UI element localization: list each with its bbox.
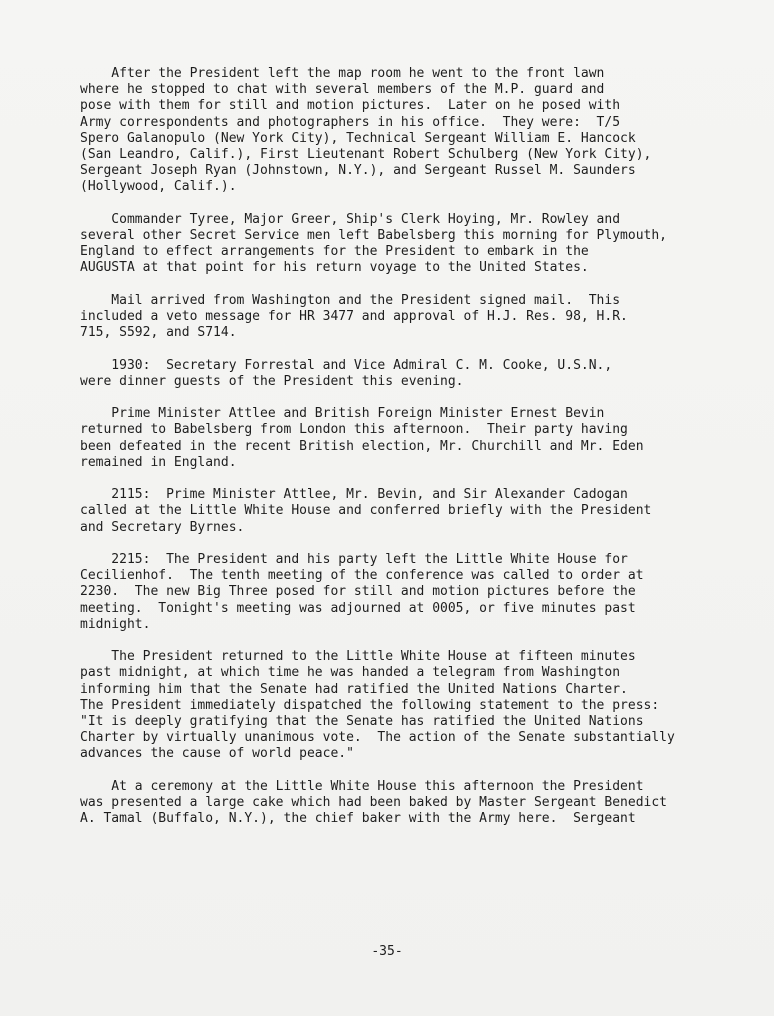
paragraph-2215-conference: 2215: The President and his party left the Little White House for Cecilienhof. The tenth meeting of the conference was called to order at 2230. The new Big Three posed for still and motion pictures before the meeting. Tonight's meeting was adjourned at 0005, or five minutes past midnight.	[80, 552, 644, 632]
page-number: -35-	[371, 944, 403, 959]
paragraph-mail: Mail arrived from Washington and the President signed mail. This included a veto message for HR 3477 and approval of H.J. Res. 98, H.R. 715, S592, and S714.	[80, 292, 628, 341]
paragraph-attlee-bevin-return: Prime Minister Attlee and British Foreign Minister Ernest Bevin returned to Babelsberg from London this afternoon. Their party having been defeated in the recent British election, Mr. Churchill and Mr. Eden remained in England.	[80, 406, 644, 470]
body-text	[80, 66, 695, 844]
paragraph-secret-service: Commander Tyree, Major Greer, Ship's Clerk Hoying, Mr. Rowley and several other Secret Service men left Babelsberg this morning for Plymouth, England to effect arrangements for the President to embark in the AUGUSTA at that point for his return voyage to the United States.	[80, 211, 667, 276]
paragraph-map-room: After the President left the map room he went to the front lawn where he stopped to chat with several members of the M.P. guard and pose with them for still and motion pictures. Later on he posed with Army correspondents and photographers in his office. They were: T/5 Spero Galanopulo (New York City), Technical Sergeant William E. Hancock (San Leandro, Calif.), First Lieutenant Robert Schulberg (New York City), Sergeant Joseph Ryan (Johnstown, N.Y.), and Sergeant Russel M. Saunders (Hollywood, Calif.).	[80, 66, 652, 195]
paragraph-un-charter: The President returned to the Little White House at fifteen minutes past midnight, at which time he was handed a telegram from Washington informing him that the Senate had ratified the United Nations Charter. The President immediately dispatched the following statement to the press: "It is deeply gratifying that the Senate has ratified the United Nations Charter by virtually unanimous vote. The action of the Senate substantially advances the cause of world peace."	[80, 649, 675, 762]
paragraph-dinner-guests: 1930: Secretary Forrestal and Vice Admiral C. M. Cooke, U.S.N., were dinner guests of the President this evening.	[80, 357, 613, 389]
paragraph-2115-meeting: 2115: Prime Minister Attlee, Mr. Bevin, and Sir Alexander Cadogan called at the Little White House and conferred briefly with the President and Secretary Byrnes.	[80, 487, 652, 535]
paragraph-cake-ceremony: At a ceremony at the Little White House this afternoon the President was presented a large cake which had been baked by Master Sergeant Benedict A. Tamal (Buffalo, N.Y.), the chief baker with the Army here. Sergeant	[80, 778, 667, 827]
